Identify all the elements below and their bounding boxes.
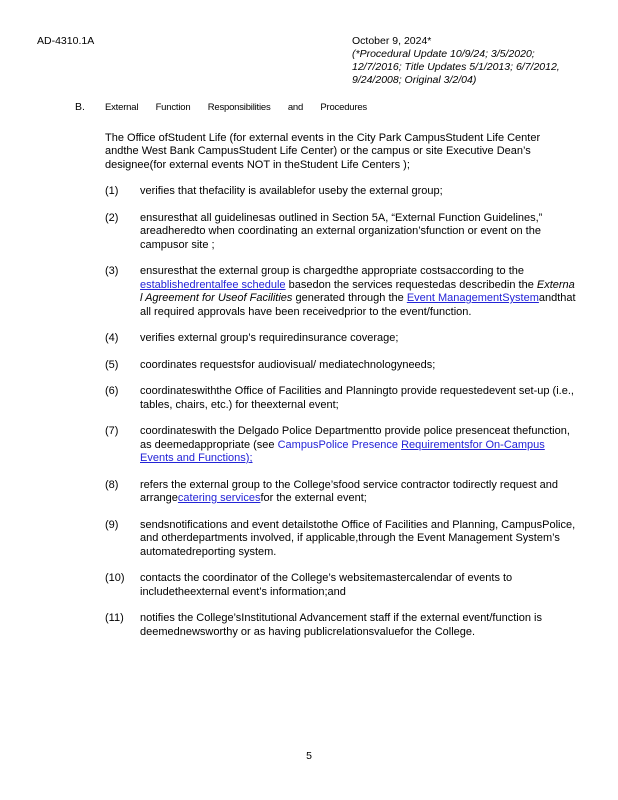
hyperlink[interactable]: catering services [177, 492, 261, 504]
text-run: coordinateswith the Delgado Police Departmentto provide police presenceat thefunction, as deemedappropriate (see [140, 425, 570, 451]
item-number: (5) [105, 358, 119, 371]
heading-word: Function [155, 102, 191, 113]
text-run: sendsnotifications and event detailstothe Office of Facilities and Planning, CampusPolice, and otherdepartments involved, if applicable,through the Event Management System’s automatedreporting system. [140, 518, 576, 558]
item-number: (2) [105, 211, 119, 224]
item-text [140, 385, 578, 412]
list-item [105, 385, 580, 412]
italic-text: Externa l Agreement for Useof Facilities [140, 278, 575, 304]
item-text [140, 572, 578, 599]
list-item [105, 265, 580, 319]
item-text [140, 265, 578, 319]
text-run: ensuresthat the external group is chargedthe appropriate costsaccording to the [140, 265, 525, 277]
heading-word: External [105, 102, 139, 113]
item-number: (4) [105, 332, 119, 344]
heading-word: Procedures [320, 102, 367, 113]
hyperlink[interactable]: Event ManagementSystem [406, 292, 539, 304]
page-number: 5 [306, 750, 312, 762]
text-run: basedon the services requestedas describedin the [285, 278, 537, 291]
procedures-list [105, 185, 580, 639]
text-run: coordinateswiththe Office of Facilities and Planningto provide requestedevent set-up (i.e., tables, chairs, etc.) for theexternal event; [140, 385, 574, 411]
section-letter: B. [75, 101, 85, 113]
list-item [105, 519, 580, 560]
revision-history-line: (*Procedural Update 10/9/24; 3/5/2020; [352, 48, 535, 60]
list-item [105, 425, 580, 466]
text-run: ensuresthat all guidelinesas outlined in Section 5A, “External Function Guidelines,” areadheredto when coordinating an external organization’sfunction or event on the campusor site ; [140, 211, 543, 251]
text-run: for the external event; [260, 492, 367, 504]
revision-history-line: 12/7/2016; Title Updates 5/1/2013; 6/7/2012, [352, 61, 560, 73]
text-run: notifies the College’sInstitutional Advancement staff if the external event/function is deemednewsworthy or as having publicrelationsvaluefor the College. [140, 612, 542, 638]
item-text [140, 479, 578, 506]
text-run: generated through the [292, 292, 407, 304]
item-text [140, 332, 578, 346]
text-run: refers the external group to the College’sfood service contractor todirectly request and arrange [140, 478, 559, 504]
document-date: October 9, 2024* [352, 35, 432, 47]
hyperlink[interactable]: establishedrentalfee schedule [140, 278, 286, 291]
item-text [140, 519, 578, 560]
hyperlink[interactable]: CampusPolice Presence [277, 438, 402, 451]
revision-history-line: 9/24/2008; Original 3/2/04) [352, 74, 477, 86]
item-number: (11) [105, 612, 124, 624]
item-text [140, 212, 578, 253]
item-number: (8) [105, 478, 119, 491]
list-item [105, 572, 580, 599]
item-text [140, 612, 578, 639]
text-run: verifies external group’s requiredinsurance coverage; [140, 332, 399, 344]
date-revision-block [352, 35, 592, 87]
list-item [105, 332, 580, 346]
section-heading [105, 101, 367, 115]
item-text [140, 359, 578, 373]
text-run: contacts the coordinator of the College’s websitemastercalendar of events to includetheexternal event’s information;and [140, 572, 513, 598]
item-number: (10) [105, 572, 125, 584]
text-run: andthat all required approvals have been receivedprior to the event/function. [140, 292, 576, 318]
heading-word: and [287, 102, 304, 113]
heading-word: Responsibilities [207, 102, 271, 113]
item-number: (9) [105, 518, 119, 531]
item-text [140, 425, 578, 466]
document-number: AD-4310.1A [37, 35, 95, 47]
text-run: verifies that thefacility is availablefor useby the external group; [140, 185, 443, 197]
section-intro-paragraph: The Office ofStudent Life (for external events in the City Park CampusStudent Life Center andthe West Bank CampusStudent Life Center) or the campus or site Executive Dean’s designee(for external events NOT in theStudent Life Centers ); [105, 131, 541, 171]
list-item [105, 612, 580, 639]
item-number: (7) [105, 425, 119, 437]
item-text [140, 185, 578, 199]
item-number: (1) [105, 185, 119, 197]
list-item [105, 479, 580, 506]
item-number: (3) [105, 265, 119, 277]
list-item [105, 185, 580, 199]
section-header-row [75, 101, 580, 115]
hyperlink[interactable]: Requirementsfor On-Campus Events and Functions); [140, 438, 545, 464]
section-content [75, 101, 580, 639]
item-number: (6) [105, 385, 119, 397]
list-item [105, 359, 580, 373]
text-run: coordinates requestsfor audiovisual/ mediatechnologyneeds; [140, 358, 436, 371]
list-item [105, 212, 580, 253]
